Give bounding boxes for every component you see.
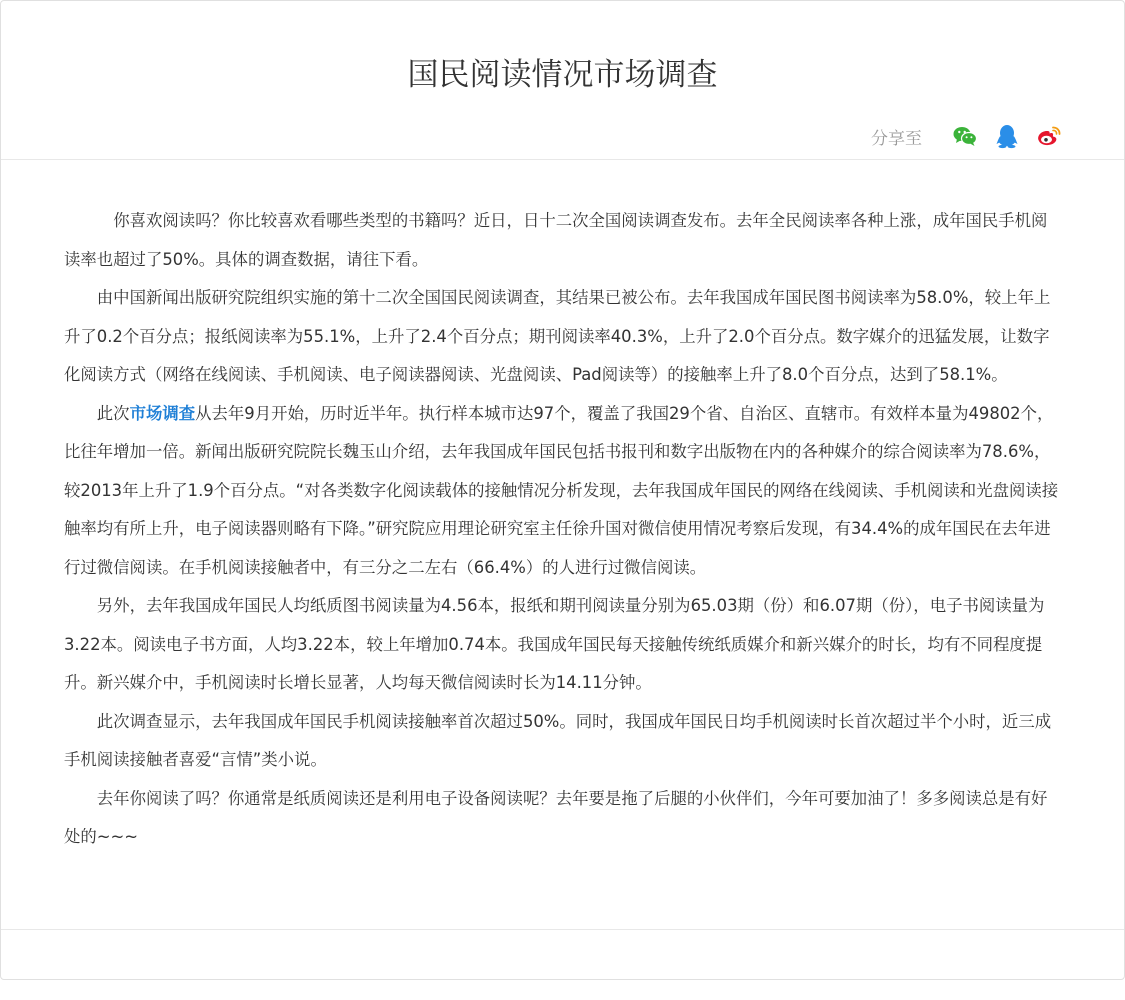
article-header <box>1 1 1124 160</box>
share-bar <box>871 121 1062 151</box>
paragraph-survey-results: 由中国新闻出版研究院组织实施的第十二次全国国民阅读调查，其结果已被公布。去年我国成年国民图书阅读率为58.0%，较上年上升了0.2个百分点；报纸阅读率为55.1%，上升了2.4个百分点；期刊阅读率40.3%，上升了2.0个百分点。数字媒介的迅猛发展，让数字化阅读方式（网络在线阅读、手机阅读、电子阅读器阅读、光盘阅读、Pad阅读等）的接触率上升了8.0个百分点，达到了58.1%。 <box>64 288 1051 384</box>
paragraph-survey-details <box>64 395 1063 588</box>
article-footer <box>1 929 1124 980</box>
weibo-icon[interactable] <box>1036 123 1062 149</box>
qq-icon[interactable] <box>994 123 1020 149</box>
paragraph-closing: 去年你阅读了吗？你通常是纸质阅读还是利用电子设备阅读呢？去年要是拖了后腿的小伙伴们，今年可要加油了！多多阅读总是有好处的~~~ <box>64 788 1048 846</box>
survey-suffix: 从去年9月开始，历时近半年。执行样本城市达97个，覆盖了我国29个省、自治区、直辖市。有效样本量为49802个，比往年增加一倍。新闻出版研究院院长魏玉山介绍，去年我国成年国民包括书报刊和数字出版物在内的各种媒介的综合阅读率为78.6%，较2013年上升了1.9个百分点。“对各类数字化阅读载体的接触情况分析发现，去年我国成年国民的网络在线阅读、手机阅读和光盘阅读接触率均有所上升，电子阅读器则略有下降。”研究院应用理论研究室主任徐升国对微信使用情况考察后发现，有34.4%的成年国民在去年进行过微信阅读。在手机阅读接触者中，有三分之二左右（66.4%）的人进行过微信阅读。 <box>64 403 1059 577</box>
paragraph-intro: 你喜欢阅读吗？你比较喜欢看哪些类型的书籍吗？近日，日十二次全国阅读调查发布。去年全民阅读率各种上涨，成年国民手机阅读率也超过了50%。具体的调查数据，请往下看。 <box>64 211 1048 269</box>
market-survey-link[interactable]: 市场调查 <box>129 403 196 423</box>
share-label: 分享至 <box>871 128 922 149</box>
survey-prefix: 此次 <box>96 403 130 423</box>
wechat-icon[interactable] <box>952 123 978 149</box>
page-title: 国民阅读情况市场调查 <box>407 57 718 93</box>
paragraph-reading-volume: 另外，去年我国成年国民人均纸质图书阅读量为4.56本，报纸和期刊阅读量分别为65.03期（份）和6.07期（份），电子书阅读量为3.22本。阅读电子书方面，人均3.22本，较上年增加0.74本。我国成年国民每天接触传统纸质媒介和新兴媒介的时长，均有不同程度提升。新兴媒介中，手机阅读时长增长显著，人均每天微信阅读时长为14.11分钟。 <box>64 596 1045 692</box>
paragraph-mobile-reading: 此次调查显示，去年我国成年国民手机阅读接触率首次超过50%。同时，我国成年国民日均手机阅读时长首次超过半个小时，近三成手机阅读接触者喜爱“言情”类小说。 <box>64 711 1052 769</box>
article-body <box>64 202 1063 857</box>
